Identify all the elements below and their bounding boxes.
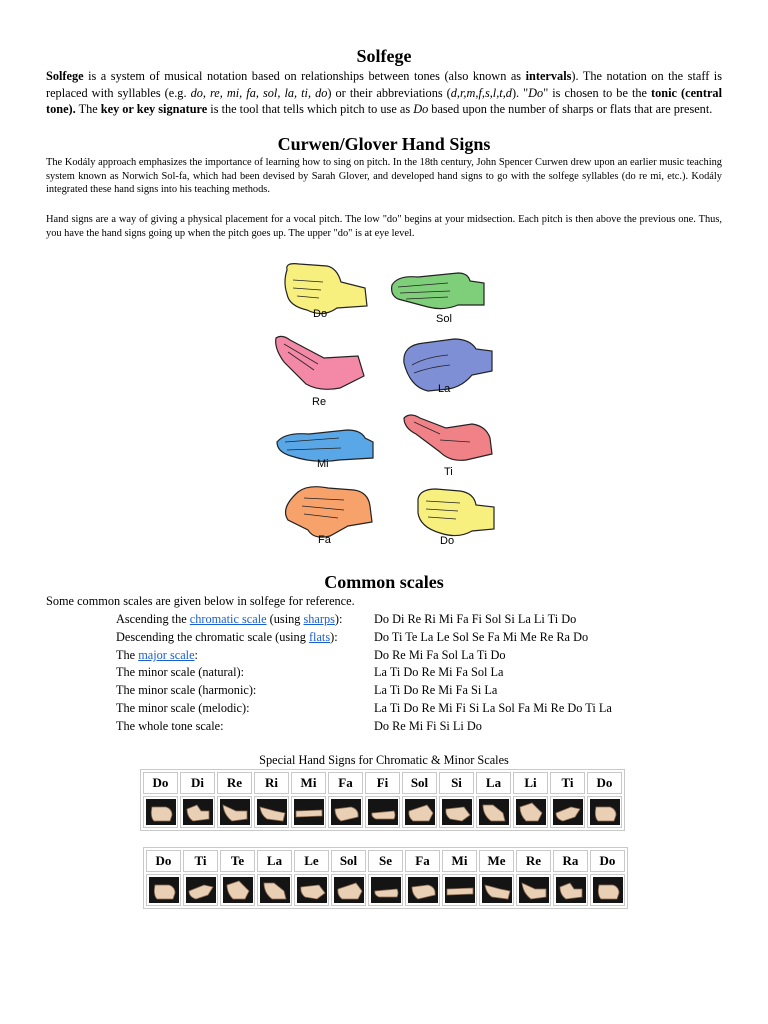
curled-hand-icon [408, 877, 438, 903]
hand-sign-do-high [410, 485, 510, 557]
hand-sign-ti [400, 410, 500, 482]
flat-hand-icon [392, 273, 484, 309]
scale-name: Descending the chromatic scale (using flats): [116, 629, 338, 644]
scale-row [116, 665, 676, 683]
level-hand-icon [277, 430, 373, 461]
side-hand-icon [186, 877, 216, 903]
descending-syllable: La [257, 850, 292, 872]
descending-syllable: Fa [405, 850, 440, 872]
descending-sign-cell [146, 874, 181, 906]
ascending-sign-cell [143, 796, 178, 828]
raised-hand-icon [223, 877, 253, 903]
hand-sign-label: Do [440, 535, 455, 547]
chromatic-descending-table [143, 847, 628, 909]
ascending-syllable: Do [587, 772, 622, 794]
descending-syllable: Me [479, 850, 514, 872]
ascending-syllable: Di [180, 772, 215, 794]
flat-hand-icon [519, 877, 549, 903]
scale-name: The whole tone scale: [116, 718, 224, 733]
chromatic-ascending-table [140, 769, 625, 831]
slanted-hand-icon [257, 799, 287, 825]
side-hand-icon [553, 799, 583, 825]
flat-hand-icon [220, 799, 250, 825]
descending-syllable: Le [294, 850, 329, 872]
scale-syllables: Do Di Re Ri Mi Fa Fi Sol Si La Li Ti Do [374, 612, 577, 626]
scales-intro: Some common scales are given below in solfege for reference. [46, 594, 355, 608]
hand-sign-sol [388, 265, 488, 337]
hand-sign-label: Re [312, 396, 327, 408]
descending-sign-cell [405, 874, 440, 906]
scale-row [116, 612, 676, 630]
scale-syllables: Do Ti Te La Le Sol Se Fa Mi Me Re Ra Do [374, 629, 589, 644]
descending-syllable: Do [590, 850, 625, 872]
ascending-sign-cell [439, 796, 474, 828]
descending-syllable: Sol [331, 850, 366, 872]
fist-hand-icon [418, 489, 494, 536]
scale-row [116, 701, 676, 719]
ascending-sign-cell [328, 796, 363, 828]
hand-icon [556, 877, 586, 903]
scale-syllables: Do Re Mi Fi Si Li Do [374, 718, 482, 733]
ascending-sign-cell [291, 796, 326, 828]
hand-sign-label: Do [313, 308, 328, 320]
descending-syllable: Te [220, 850, 255, 872]
hand-sign-label: Ti [444, 466, 453, 478]
level-hand-icon [445, 877, 475, 903]
scale-syllables: La Ti Do Re Mi Fa Sol La [374, 665, 504, 680]
hand-sign-re [270, 332, 370, 408]
tilted-hand-icon [334, 877, 364, 903]
drooping-hand-icon [260, 877, 290, 903]
fist-icon [590, 799, 620, 825]
scale-row [116, 648, 676, 666]
scale-row [116, 630, 676, 648]
slanted-hand-icon [482, 877, 512, 903]
pointing-hand-icon [297, 877, 327, 903]
solfege-paragraph: Solfege is a system of musical notation based on relationships between tones (also known as intervals). The notation on the staff is replaced with syllables (e.g. do, re, mi, fa, sol, la, ti, do) or their abbreviations (d,r,m,f,s,l,t,d). "Do" is chosen to be the tonic (central tone). The key or key signature is the tool that tells which pitch to use as Do based upon the number of sharps or flats that are present. [46, 69, 723, 116]
level-hand-icon [294, 799, 324, 825]
fist-icon [146, 799, 176, 825]
ascending-syllable: Sol [402, 772, 437, 794]
scales-title: Common scales [324, 572, 444, 592]
solfege-title: Solfege [356, 46, 412, 66]
ascending-syllable: La [476, 772, 511, 794]
descending-syllable: Se [368, 850, 403, 872]
hand-sign-fa [278, 482, 378, 554]
descending-sign-cell [442, 874, 477, 906]
scale-syllables: Do Re Mi Fa Sol La Ti Do [374, 647, 506, 662]
ascending-sign-cell [254, 796, 289, 828]
scale-syllables: La Ti Do Re Mi Fi Si La Sol Fa Mi Re Do Ti La [374, 701, 612, 715]
scale-name: The minor scale (harmonic): [116, 683, 257, 698]
sharps-link[interactable]: sharps [303, 612, 335, 626]
ascending-sign-cell [513, 796, 548, 828]
descending-sign-cell [257, 874, 292, 906]
hand-sign-label: La [438, 383, 451, 395]
scale-name: Ascending the chromatic scale (using sharps): [116, 612, 343, 626]
raised-hand-icon [516, 799, 546, 825]
curwen-title: Curwen/Glover Hand Signs [277, 134, 491, 154]
flats-link[interactable]: flats [308, 629, 331, 644]
ascending-syllable: Re [217, 772, 252, 794]
ascending-syllable: Si [439, 772, 474, 794]
hand-sign-do-low [275, 260, 375, 332]
descending-sign-cell [331, 874, 366, 906]
hand-sign-label: Mi [317, 458, 329, 470]
hand-sign-label: Sol [436, 313, 452, 325]
descending-sign-cell [183, 874, 218, 906]
open-hand-icon [368, 799, 398, 825]
drooping-hand-icon [479, 799, 509, 825]
ascending-syllable: Ri [254, 772, 289, 794]
descending-sign-cell [368, 874, 403, 906]
scale-name: The major scale: [116, 647, 198, 662]
descending-syllable: Ti [183, 850, 218, 872]
ascending-syllable: Fa [328, 772, 363, 794]
major-scale-link[interactable]: major scale [138, 647, 195, 662]
scale-row [116, 719, 676, 737]
scale-row [116, 683, 676, 701]
fist-icon [149, 877, 179, 903]
hand-sign-la [398, 335, 498, 407]
ascending-syllable: Do [143, 772, 178, 794]
chromatic-scale-link[interactable]: chromatic scale [189, 612, 267, 626]
descending-syllable: Do [146, 850, 181, 872]
ascending-sign-cell [365, 796, 400, 828]
hand-sign-label: Fa [318, 534, 331, 546]
ascending-sign-cell [402, 796, 437, 828]
ascending-sign-cell [217, 796, 252, 828]
ascending-syllable: Mi [291, 772, 326, 794]
pointing-hand-icon [404, 415, 492, 460]
hand-signs-figure [270, 260, 500, 555]
open-hand-icon [371, 877, 401, 903]
descending-sign-cell [590, 874, 625, 906]
curled-hand-icon [331, 799, 361, 825]
scale-name: The minor scale (natural): [116, 665, 245, 680]
ascending-sign-cell [476, 796, 511, 828]
pointing-hand-icon [442, 799, 472, 825]
ascending-sign-cell [180, 796, 215, 828]
ascending-sign-cell [550, 796, 585, 828]
hand-signs-paragraph: Hand signs are a way of giving a physical placement for a vocal pitch. The low "do" begins at your midsection. Each pitch is then above the previous one. Thus, you have the hand signs going up when the pitch goes up. The upper "do" is at eye level. [46, 214, 722, 239]
descending-sign-cell [516, 874, 551, 906]
descending-syllable: Re [516, 850, 551, 872]
tilted-hand-icon [405, 799, 435, 825]
ascending-syllable: Li [513, 772, 548, 794]
descending-sign-cell [553, 874, 588, 906]
kodaly-paragraph: The Kodály approach emphasizes the importance of learning how to sing on pitch. In the 18th century, John Spencer Curwen drew upon an earlier music teaching system known as Norwich Sol-fa, which had been devised by Sarah Glover, and developed hand signs to go with the solfege syllables (do re mi, etc.). Kodály integrated these hand signs into his teaching methods. [46, 157, 722, 195]
ascending-sign-cell [587, 796, 622, 828]
ascending-syllable: Fi [365, 772, 400, 794]
slanted-hand-icon [276, 336, 364, 389]
ascending-syllable: Ti [550, 772, 585, 794]
hand-icon [183, 799, 213, 825]
descending-syllable: Ra [553, 850, 588, 872]
scale-name: The minor scale (melodic): [116, 701, 250, 715]
scale-syllables: La Ti Do Re Mi Fa Si La [374, 683, 498, 698]
descending-sign-cell [294, 874, 329, 906]
descending-syllable: Mi [442, 850, 477, 872]
descending-sign-cell [479, 874, 514, 906]
descending-sign-cell [220, 874, 255, 906]
fist-icon [593, 877, 623, 903]
thumb-down-hand-icon [286, 487, 372, 537]
special-signs-caption: Special Hand Signs for Chromatic & Minor Scales [259, 753, 509, 767]
